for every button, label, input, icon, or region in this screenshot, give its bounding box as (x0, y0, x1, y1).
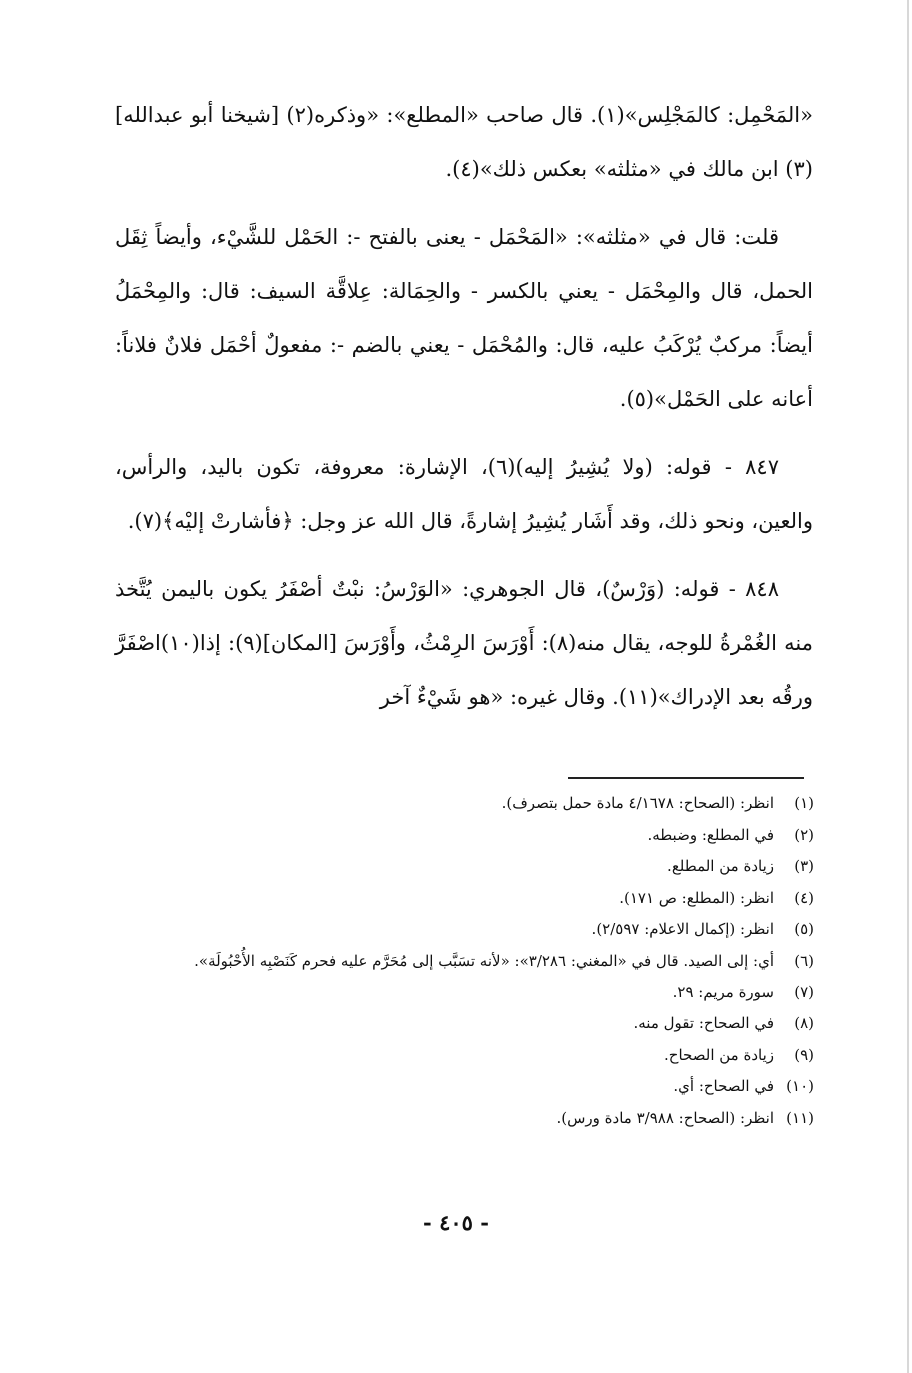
footnote-item (120, 1040, 814, 1072)
footnote-number: (٣) (794, 857, 814, 875)
footnote-text: زيادة من المطلع. (667, 857, 774, 875)
footnote-item (120, 946, 814, 977)
footnote-item (120, 914, 814, 946)
paragraph-847-ishara: ٨٤٧ - قوله: (ولا يُشِيرُ إليه)(٦)، الإشارة: معروفة، تكون باليد، والرأس، والعين، ونحو ذلك، وقد أَشَار يُشِيرُ إشارةً، قال الله عز وجل: ﴿فأشارتْ إليْه﴾(٧). (115, 455, 813, 533)
footnote-item (120, 1103, 814, 1135)
footnote-number: (٨) (794, 1014, 814, 1032)
footnote-item (120, 851, 814, 883)
footnote-text: انظر: (الصحاح: ٤/١٦٧٨ مادة حمل بتصرف). (501, 794, 774, 812)
footnote-text: انظر: (الصحاح: ٣/٩٨٨ مادة ورس). (556, 1108, 774, 1127)
footnote-number: (١) (794, 794, 814, 812)
footnote-separator (568, 777, 804, 779)
main-text (115, 88, 813, 738)
footnote-number: (١١) (786, 1108, 814, 1127)
footnote-item (120, 883, 814, 915)
footnote-number: (٧) (794, 982, 814, 1001)
footnote-item (120, 1008, 814, 1040)
footnote-number: (٩) (794, 1045, 814, 1064)
footnote-number: (٤) (794, 888, 814, 907)
page-edge-shadow (907, 0, 909, 1373)
footnote-item (120, 1071, 814, 1103)
footnote-text: في الصحاح: تقول منه. (633, 1014, 774, 1032)
paragraph-848-wars: ٨٤٨ - قوله: (وَرْسٌ)، قال الجوهري: «الوَرْسُ: نبْتٌ أصْفَرُ يكون باليمن يُتَّخذ منه الغُمْرةُ للوجه، يقال منه(٨): أَوْرَسَ الرِمْثُ، وأَوْرَسَ [المكان](٩): إذا(١٠)اصْفَرَّ ورقُه بعد الإدراك»(١١). وقال غيره: «هو شَيْءٌ آخر (115, 577, 813, 709)
footnote-item (120, 977, 814, 1009)
footnote-number: (٦) (794, 951, 814, 970)
footnote-text: في المطلع: وضبطه. (647, 825, 774, 844)
footnote-item (120, 788, 814, 820)
footnote-text: سورة مريم: ٢٩. (672, 982, 774, 1001)
footnote-text: زيادة من الصحاح. (664, 1045, 774, 1064)
footnote-text: انظر: (إكمال الاعلام: ٢/٥٩٧). (591, 920, 774, 938)
page-number: - ٤٠٥ - (423, 1210, 489, 1235)
footnote-number: (٥) (794, 920, 814, 938)
footnote-item (120, 820, 814, 852)
footnote-text: انظر: (المطلع: ص ١٧١). (619, 888, 774, 907)
footnote-text: أي: إلى الصيد. قال في «المغني: ٣/٢٨٦»: «لأنه تسَبَّب إلى مُحَرَّم عليه فحرم كَنَصْبِه الأُحْبُولَة». (194, 951, 774, 970)
footnotes-list (120, 788, 814, 1134)
footnote-number: (١٠) (786, 1077, 814, 1095)
paragraph-mathlath-quote: قلت: قال في «مثلثه»: «المَحْمَل - يعنى بالفتح -: الحَمْل للشَّيْء، وأيضاً ثِقَل الحمل، قال والمِحْمَل - يعني بالكسر - والحِمَالة: عِلاقَّة السيف: قال: والمِحْمَلُ أيضاً: مركبٌ يُرْكَبُ عليه، قال: والمُحْمَل - يعني بالضم -: مفعولٌ أحْمَل فلانٌ فلاناً: أعانه على الحَمْل»(٥). (115, 225, 813, 411)
footnote-number: (٢) (794, 825, 814, 844)
footnote-text: في الصحاح: أي. (673, 1077, 774, 1095)
paragraph-mahmil: «المَحْمِل: كالمَجْلِس»(١). قال صاحب «المطلع»: «وذكره(٢) [شيخنا أبو عبدالله](٣) ابن مالك في «مثلثه» بعكس ذلك»(٤). (115, 103, 813, 181)
